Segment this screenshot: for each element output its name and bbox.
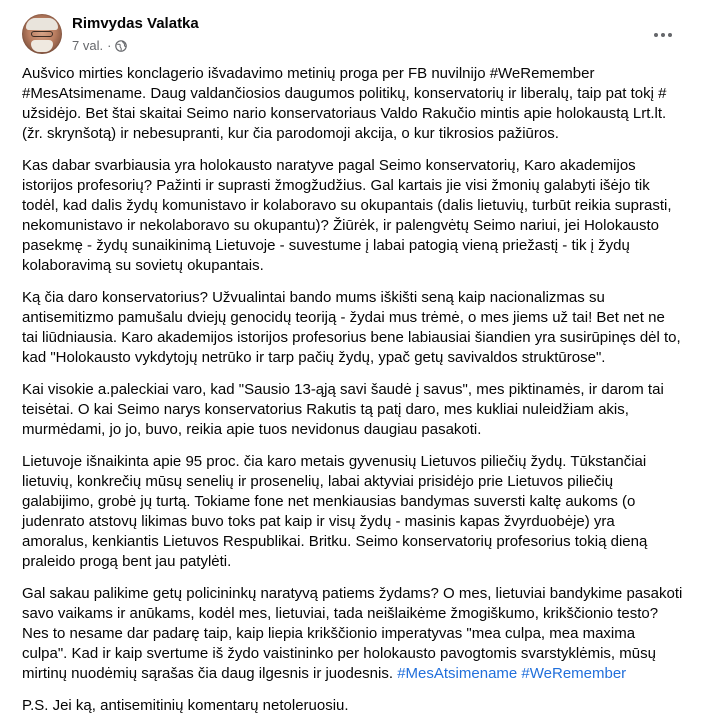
post-meta — [72, 38, 127, 53]
post-paragraph-6-text: Gal sakau palikime getų policininkų naratyvą patiems žydams? O mes, lietuviai bandykime pasakoti savo vaikams ir anūkams, kodėl mes, lietuviai, tada neišlaikėme žmogiškumo, krikščionio testo? Nes to nesame dar padarę taip, kaip liepia krikščionio imperatyvas "mea culpa, mea maxima culpa". Kad ir kaip svertume iš žydo vaistininko per holokausto pavogtomis svarstyklėmis, mūsų mirtinų nuodėmių sąrašas čia daug ilgesnis ir juodesnis. — [22, 585, 683, 682]
post-paragraph-7: P.S. Jei ką, antisemitinių komentarų netoleruosiu. — [22, 697, 349, 714]
post-paragraph-4: Kai visokie a.paleckiai varo, kad "Sausio 13-ąją savi šaudė į savus", mes piktinamės, ir darom tai teisėtai. O kai Seimo narys konservatorius Rakutis tą patį daro, mes kukliai nuleidžiam akis, murmėdami, jo jo, buvo, reikia apie tuos nevidonus daugiau pasakoti. — [22, 381, 664, 438]
author-name[interactable]: Rimvydas Valatka — [72, 15, 199, 32]
post-paragraph-1: Aušvico mirties konclagerio išvadavimo metinių proga per FB nuvilnijo #WeRemember #MesAtsimename. Daug valdančiosios daugumos politikų, konservatorių ir liberalų, taip pat tokį # užsidėjo. Bet štai skaitai Seimo nario konservatoriaus Valdo Rakučio mintis apie holokaustą Lrt.lt. (žr. skrynšotą) ir nebesupranti, kur čia parodomoji akcija, o kur tikrosios pažiūros. — [22, 65, 667, 142]
post-header — [22, 12, 688, 58]
hashtag-mesatsimename[interactable]: #MesAtsimename — [397, 665, 518, 682]
meta-separator: · — [107, 38, 112, 53]
post-timestamp[interactable]: 7 val. — [72, 38, 104, 53]
post-paragraph-5: Lietuvoje išnaikinta apie 95 proc. čia karo metais gyvenusių Lietuvos piliečių žydų. Tūkstančiai lietuvių, konkrečių mūsų senelių ir prosenelių, labai aktyviai prisidėjo prie Lietuvos piliečių galabijimo, grobė jų turtą. Tokiame fone net menkiausias bandymas suversti kaltę aukoms (o judenrato atstovų likimas buvo toks pat kaip ir visų žydų - masinis kapas žvyrduobėje) yra amoralus, kenkiantis Lietuvos Respublikai. Britku. Seimo konservatorių profesorius tokią dieną praleido progą bent jau patylėti. — [22, 453, 648, 570]
post-paragraph-6 — [22, 584, 684, 684]
more-options-button[interactable] — [648, 20, 678, 50]
post-paragraph-2: Kas dabar svarbiausia yra holokausto naratyve pagal Seimo konservatorių, Karo akademijos istorijos profesorių? Pažinti ir suprasti žmogžudžius. Gal kartais jie visi žmonių galabyti išėjo tik todėl, kad dalis žydų komunistavo ir kolaboravo su okupantais (dalis lietuvių, turbūt reikia suprasti, nekomunistavo ir nekolaboravo su okupantu)? Žiūrėk, ir palengvėtų Seimo nariui, jei Holokausto pasekmę - žydų sunaikinimą Lietuvoje - suvestume į labai patogią vieną priežastį - tik į žydų kolaboravimą su sovietų okupantais. — [22, 157, 672, 274]
post-paragraph-3: Ką čia daro konservatorius? Užvualintai bando mums iškišti seną kaip nacionalizmas su antisemitizmo pamušalu dviejų genocidų teoriją - žydai mus trėmė, o mes jiems už tai! Bet net ne tai liūdniausia. Karo akademijos istorijos profesorius bene labiausiai šiandien yra susirūpinęs dėl to, kad "Holokausto vykdytojų netrūko ir tarp pačių žydų, ypač getų savivaldos struktūrose". — [22, 289, 681, 366]
post-body — [22, 64, 684, 716]
more-options-icon — [654, 33, 672, 37]
hashtag-weremember[interactable]: #WeRemember — [521, 665, 627, 682]
avatar[interactable] — [22, 14, 62, 54]
globe-icon[interactable] — [115, 40, 127, 52]
